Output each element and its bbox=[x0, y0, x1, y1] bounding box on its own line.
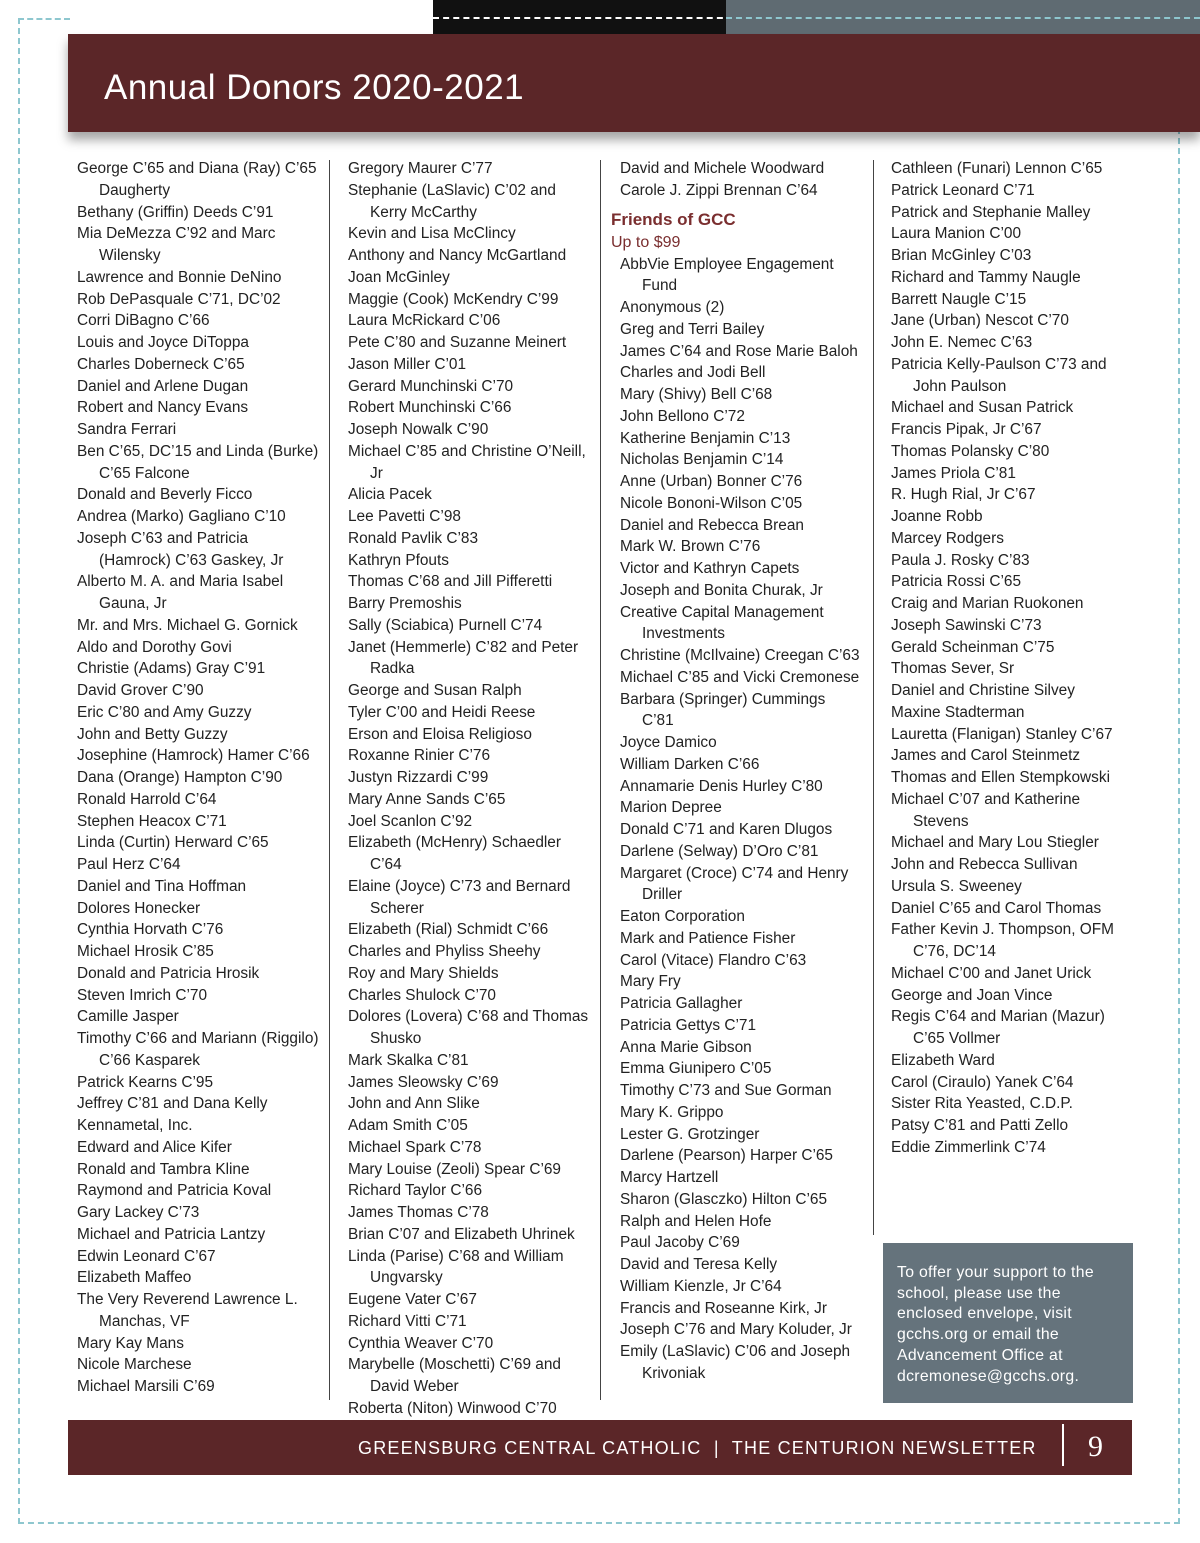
donor-entry: William Darken C’66 bbox=[620, 755, 760, 773]
donor-entry: Darlene (Pearson) Harper C’65 bbox=[620, 1147, 833, 1165]
donor-entry: Ronald and Tambra Kline bbox=[77, 1160, 250, 1178]
donor-entry: Edward and Alice Kifer bbox=[77, 1138, 232, 1156]
friends-section-heading: Friends of GCC bbox=[611, 209, 736, 229]
donor-entry: Marion Depree bbox=[620, 799, 722, 817]
donor-entry: Charles and Phyliss Sheehy bbox=[348, 943, 541, 960]
footer-text: GREENSBURG CENTRAL CATHOLIC | THE CENTURION NEWSLETTER bbox=[358, 1438, 1037, 1458]
donor-entry: Michael C’00 and Janet Urick bbox=[891, 964, 1092, 982]
donor-entry: John and Ann Slike bbox=[348, 1095, 480, 1113]
donor-entry: Richard Taylor C’66 bbox=[348, 1182, 483, 1200]
donor-entry: Roberta (Niton) Winwood C’70 bbox=[348, 1399, 557, 1417]
donor-entry: Ralph and Helen Hofe bbox=[620, 1212, 772, 1230]
donor-entry: Alicia Pacek bbox=[348, 486, 432, 504]
donor-entry: Timothy C’66 and Mariann (Riggilo) C’66 Kasparek bbox=[77, 1030, 319, 1069]
column-divider bbox=[329, 160, 330, 1400]
donor-entry: Gregory Maurer C’77 bbox=[348, 160, 493, 177]
donor-entry: Gerald Scheinman C’75 bbox=[891, 638, 1055, 656]
donor-entry: Joseph and Bonita Churak, Jr bbox=[620, 581, 823, 599]
donor-entry: AbbVie Employee Engagement Fund bbox=[620, 255, 834, 295]
donor-entry: John Bellono C’72 bbox=[620, 407, 745, 425]
donor-entry: John and Betty Guzzy bbox=[77, 725, 228, 743]
donor-entry: Elaine (Joyce) C’73 and Bernard Scherer bbox=[348, 877, 571, 917]
donor-entry: James and Carol Steinmetz bbox=[891, 747, 1081, 765]
donor-entry: Edwin Leonard C’67 bbox=[77, 1247, 216, 1265]
donor-entry: Sister Rita Yeasted, C.D.P. bbox=[891, 1095, 1073, 1113]
donor-entry: Christie (Adams) Gray C’91 bbox=[77, 660, 266, 678]
donor-entry: Creative Capital Management Investments bbox=[620, 603, 824, 643]
donor-entry: Michael and Susan Patrick bbox=[891, 399, 1074, 417]
donor-entry: Craig and Marian Ruokonen bbox=[891, 595, 1084, 612]
donor-entry: Maxine Stadterman bbox=[891, 703, 1025, 721]
donor-entry: Eaton Corporation bbox=[620, 908, 745, 925]
donor-entry: Carole J. Zippi Brennan C’64 bbox=[620, 181, 818, 199]
donor-entry: Patricia Kelly-Paulson C’73 and John Paulson bbox=[891, 355, 1107, 395]
donor-entry: James Sleowsky C’69 bbox=[348, 1073, 499, 1091]
donor-entry: The Very Reverend Lawrence L. Manchas, VF bbox=[77, 1291, 298, 1330]
donor-entry: Eric C’80 and Amy Guzzy bbox=[77, 703, 252, 721]
donor-entry: Patricia Rossi C’65 bbox=[891, 573, 1022, 591]
support-callout: To offer your support to the school, please use the enclosed envelope, visit gcchs.org or email the Advancement Office at dcremonese@gcchs.org. bbox=[883, 1243, 1133, 1403]
donor-entry: Patrick Leonard C’71 bbox=[891, 181, 1035, 199]
donor-entry: Nicholas Benjamin C’14 bbox=[620, 451, 784, 469]
donor-entry: Cynthia Weaver C’70 bbox=[348, 1334, 494, 1352]
donor-entry: Katherine Benjamin C’13 bbox=[620, 429, 791, 447]
donor-entry: Marybelle (Moschetti) C’69 and David Weber bbox=[348, 1356, 561, 1395]
donor-entry: Regis C’64 and Marian (Mazur) C’65 Vollmer bbox=[891, 1008, 1105, 1047]
donor-entry: Michael Hrosik C’85 bbox=[77, 943, 214, 960]
donor-entry: Joseph C’63 and Patricia (Hamrock) C’63 Gaskey, Jr bbox=[77, 529, 284, 569]
donor-entry: Francis Pipak, Jr C’67 bbox=[891, 421, 1042, 438]
decorative-black-tab bbox=[433, 0, 733, 34]
donor-entry: Dolores (Lovera) C’68 and Thomas Shusko bbox=[348, 1008, 589, 1047]
column-divider bbox=[600, 160, 601, 1400]
donor-entry: Marcey Rodgers bbox=[891, 529, 1004, 547]
donor-entry: Patrick Kearns C’95 bbox=[77, 1073, 214, 1091]
donor-entry: Kennametal, Inc. bbox=[77, 1117, 193, 1134]
donor-entry: Brian C’07 and Elizabeth Uhrinek bbox=[348, 1225, 575, 1243]
donor-entry: Thomas C’68 and Jill Pifferetti bbox=[348, 573, 553, 591]
donor-entry: Cathleen (Funari) Lennon C’65 bbox=[891, 160, 1103, 177]
donor-entry: Daniel and Rebecca Brean bbox=[620, 516, 804, 534]
donor-entry: Joanne Robb bbox=[891, 508, 983, 525]
donor-entry: Victor and Kathryn Capets bbox=[620, 560, 800, 577]
donor-entry: Mark W. Brown C’76 bbox=[620, 538, 761, 556]
donor-entry: James Thomas C’78 bbox=[348, 1204, 489, 1221]
donor-entry: Brian McGinley C’03 bbox=[891, 247, 1032, 264]
donor-entry: John E. Nemec C’63 bbox=[891, 334, 1033, 351]
donor-entry: Mia DeMezza C’92 and Marc Wilensky bbox=[77, 225, 276, 264]
donor-entry: Paul Herz C’64 bbox=[77, 856, 181, 873]
donor-entry: Elizabeth (McHenry) Schaedler C’64 bbox=[348, 834, 561, 873]
donor-entry: Paul Jacoby C’69 bbox=[620, 1234, 740, 1252]
donor-entry: Aldo and Dorothy Govi bbox=[77, 638, 232, 656]
donor-entry: Stephen Heacox C’71 bbox=[77, 812, 227, 830]
donor-entry: Ronald Pavlik C’83 bbox=[348, 529, 479, 547]
donor-entry: Kevin and Lisa McClincy bbox=[348, 225, 516, 243]
donor-entry: Barry Premoshis bbox=[348, 595, 462, 612]
page-title: Annual Donors 2020-2021 bbox=[104, 68, 525, 107]
donor-entry: Michael Marsili C’69 bbox=[77, 1378, 215, 1395]
donor-entry: Steven Imrich C’70 bbox=[77, 986, 208, 1004]
donor-entry: William Kienzle, Jr C’64 bbox=[620, 1277, 782, 1295]
donor-entry: Carol (Vitace) Flandro C’63 bbox=[620, 951, 807, 969]
donor-entry: Patrick and Stephanie Malley bbox=[891, 203, 1091, 221]
donor-entry: George C’65 and Diana (Ray) C’65 Daugherty bbox=[77, 160, 317, 199]
donor-entry: Laura McRickard C’06 bbox=[348, 312, 501, 330]
donor-entry: Anne (Urban) Bonner C’76 bbox=[620, 473, 803, 490]
donor-entry: Lester G. Grotzinger bbox=[620, 1125, 760, 1143]
donor-entry: Mark and Patience Fisher bbox=[620, 929, 796, 947]
donor-entry: Jason Miller C’01 bbox=[348, 355, 467, 373]
donor-entry: Michael C’85 and Vicki Cremonese bbox=[620, 668, 860, 686]
donor-entry: Thomas Sever, Sr bbox=[891, 660, 1015, 678]
donor-entry: Michael Spark C’78 bbox=[348, 1138, 482, 1156]
donor-entry: Mary Kay Mans bbox=[77, 1334, 184, 1352]
donor-entry: David and Michele Woodward bbox=[620, 160, 825, 177]
donor-entry: Kathryn Pfouts bbox=[348, 551, 449, 569]
donor-entry: Patsy C’81 and Patti Zello bbox=[891, 1117, 1069, 1134]
donor-column-3 bbox=[611, 158, 861, 1385]
donor-entry: George and Joan Vince bbox=[891, 986, 1053, 1004]
donor-entry: Mary Louise (Zeoli) Spear C’69 bbox=[348, 1160, 561, 1178]
donor-entry: Erson and Eloisa Religioso bbox=[348, 725, 532, 743]
donor-entry: Sharon (Glasczko) Hilton C’65 bbox=[620, 1190, 827, 1208]
donor-entry: Jeffrey C’81 and Dana Kelly bbox=[77, 1095, 268, 1113]
donor-entry: Ursula S. Sweeney bbox=[891, 877, 1022, 895]
donor-entry: Michael and Patricia Lantzy bbox=[77, 1225, 266, 1243]
donor-entry: Timothy C’73 and Sue Gorman bbox=[620, 1082, 832, 1099]
donor-entry: Darlene (Selway) D’Oro C’81 bbox=[620, 842, 819, 860]
donor-entry: Joseph C’76 and Mary Koluder, Jr bbox=[620, 1321, 852, 1339]
donor-entry: Francis and Roseanne Kirk, Jr bbox=[620, 1299, 828, 1317]
donor-entry: Pete C’80 and Suzanne Meinert bbox=[348, 334, 567, 351]
donor-entry: Camille Jasper bbox=[77, 1008, 179, 1026]
donor-entry: Eddie Zimmerlink C’74 bbox=[891, 1138, 1046, 1156]
donor-entry: Carol (Ciraulo) Yanek C’64 bbox=[891, 1073, 1074, 1091]
donor-column-2 bbox=[348, 158, 596, 1420]
donor-entry: Thomas and Ellen Stempkowski bbox=[891, 769, 1110, 786]
donor-entry: Charles Shulock C’70 bbox=[348, 986, 496, 1004]
donor-entry: Robert and Nancy Evans bbox=[77, 399, 249, 417]
donor-entry: Richard and Tammy Naugle bbox=[891, 268, 1081, 286]
donor-entry: David and Teresa Kelly bbox=[620, 1256, 778, 1273]
donor-entry: Roy and Mary Shields bbox=[348, 964, 499, 982]
donor-entry: Dana (Orange) Hampton C’90 bbox=[77, 769, 283, 786]
donor-entry: Daniel C’65 and Carol Thomas bbox=[891, 899, 1102, 917]
donor-entry: Joan McGinley bbox=[348, 268, 450, 286]
donor-entry: Mary K. Grippo bbox=[620, 1103, 724, 1121]
donor-entry: Tyler C’00 and Heidi Reese bbox=[348, 703, 536, 721]
donor-entry: Elizabeth Maffeo bbox=[77, 1269, 192, 1287]
donor-entry: Jane (Urban) Nescot C’70 bbox=[891, 312, 1069, 330]
donor-entry: Michael and Mary Lou Stiegler bbox=[891, 834, 1099, 852]
donor-entry: Daniel and Christine Silvey bbox=[891, 682, 1075, 699]
donor-entry: Daniel and Arlene Dugan bbox=[77, 377, 249, 395]
donor-entry: Ben C’65, DC’15 and Linda (Burke) C’65 Falcone bbox=[77, 442, 319, 482]
donor-entry: Thomas Polansky C’80 bbox=[891, 442, 1050, 460]
donor-entry: Josephine (Hamrock) Hamer C’66 bbox=[77, 747, 310, 765]
donor-entry: Mr. and Mrs. Michael G. Gornick bbox=[77, 616, 298, 634]
donor-entry: Anthony and Nancy McGartland bbox=[348, 247, 567, 264]
donor-entry: Alberto M. A. and Maria Isabel Gauna, Jr bbox=[77, 573, 284, 612]
friends-section-subheading: Up to $99 bbox=[611, 233, 681, 251]
donor-entry: Charles and Jodi Bell bbox=[620, 364, 766, 382]
donor-column-1 bbox=[77, 158, 323, 1398]
donor-entry: Daniel and Tina Hoffman bbox=[77, 877, 247, 895]
donor-entry: Father Kevin J. Thompson, OFM C’76, DC’14 bbox=[891, 921, 1114, 960]
donor-entry: Lawrence and Bonnie DeNino bbox=[77, 268, 282, 286]
donor-entry: Elizabeth Ward bbox=[891, 1051, 995, 1069]
donor-entry: Richard Vitti C’71 bbox=[348, 1312, 467, 1330]
donor-entry: Justyn Rizzardi C’99 bbox=[348, 769, 489, 786]
donor-entry: Mary Anne Sands C’65 bbox=[348, 790, 506, 808]
donor-entry: Elizabeth (Rial) Schmidt C’66 bbox=[348, 921, 549, 939]
donor-entry: John and Rebecca Sullivan bbox=[891, 856, 1078, 873]
donor-entry: Linda (Curtin) Herward C’65 bbox=[77, 834, 269, 852]
donor-entry: Bethany (Griffin) Deeds C’91 bbox=[77, 203, 274, 221]
column-divider bbox=[873, 160, 874, 1235]
donor-entry: Annamarie Denis Hurley C’80 bbox=[620, 777, 823, 795]
donor-entry: Margaret (Croce) C’74 and Henry Driller bbox=[620, 864, 849, 904]
donor-entry: Lauretta (Flanigan) Stanley C’67 bbox=[891, 725, 1113, 743]
donor-entry: James C’64 and Rose Marie Baloh bbox=[620, 342, 858, 360]
page-number: 9 bbox=[1088, 1430, 1103, 1463]
donor-entry: James Priola C’81 bbox=[891, 464, 1016, 482]
donor-entry: Linda (Parise) C’68 and William Ungvarsky bbox=[348, 1247, 564, 1287]
donor-entry: Emily (LaSlavic) C’06 and Joseph Krivoniak bbox=[620, 1343, 851, 1382]
donor-entry: Andrea (Marko) Gagliano C’10 bbox=[77, 508, 286, 525]
donor-entry: Louis and Joyce DiToppa bbox=[77, 334, 249, 351]
donor-entry: Barbara (Springer) Cummings C’81 bbox=[620, 690, 826, 730]
donor-entry: Paula J. Rosky C’83 bbox=[891, 551, 1030, 569]
donor-entry: Christine (McIlvaine) Creegan C’63 bbox=[620, 647, 860, 664]
donor-entry: Gerard Munchinski C’70 bbox=[348, 377, 514, 395]
donor-entry: Barrett Naugle C’15 bbox=[891, 290, 1027, 308]
donor-entry: Donald C’71 and Karen Dlugos bbox=[620, 821, 833, 838]
donor-entry: Eugene Vater C’67 bbox=[348, 1291, 477, 1308]
donor-entry: Charles Doberneck C’65 bbox=[77, 355, 245, 373]
donor-entry: Sally (Sciabica) Purnell C’74 bbox=[348, 616, 543, 634]
donor-entry: Robert Munchinski C’66 bbox=[348, 399, 512, 417]
donor-entry: Lee Pavetti C’98 bbox=[348, 508, 461, 525]
footer-divider bbox=[1062, 1424, 1064, 1466]
donor-entry: George and Susan Ralph bbox=[348, 682, 522, 699]
donor-entry: Mary (Shivy) Bell C’68 bbox=[620, 386, 773, 403]
donor-entry: Michael C’85 and Christine O’Neill, Jr bbox=[348, 442, 586, 482]
donor-entry: Michael C’07 and Katherine Stevens bbox=[891, 790, 1081, 830]
donor-entry: Dolores Honecker bbox=[77, 899, 201, 917]
donor-entry: Adam Smith C’05 bbox=[348, 1117, 468, 1134]
donor-entry: Ronald Harrold C’64 bbox=[77, 790, 217, 808]
donor-entry: Donald and Patricia Hrosik bbox=[77, 964, 260, 982]
donor-entry: Joseph Sawinski C’73 bbox=[891, 616, 1042, 634]
donor-entry: Nicole Marchese bbox=[77, 1356, 192, 1374]
donor-entry: Gary Lackey C’73 bbox=[77, 1204, 200, 1221]
donor-entry: Stephanie (LaSlavic) C’02 and Kerry McCarthy bbox=[348, 181, 556, 221]
donor-entry: Laura Manion C’00 bbox=[891, 225, 1022, 243]
donor-entry: Cynthia Horvath C’76 bbox=[77, 921, 224, 939]
donor-entry: Corri DiBagno C’66 bbox=[77, 312, 210, 330]
donor-column-4 bbox=[891, 158, 1123, 1159]
donor-entry: Patricia Gallagher bbox=[620, 995, 743, 1012]
donor-entry: David Grover C’90 bbox=[77, 682, 204, 699]
donor-entry: Emma Giunipero C’05 bbox=[620, 1060, 772, 1078]
donor-entry: Mary Fry bbox=[620, 973, 681, 991]
donor-entry: Roxanne Rinier C’76 bbox=[348, 747, 491, 765]
donor-entry: R. Hugh Rial, Jr C’67 bbox=[891, 486, 1036, 504]
donor-entry: Rob DePasquale C’71, DC’02 bbox=[77, 290, 281, 308]
donor-entry: Donald and Beverly Ficco bbox=[77, 486, 253, 504]
donor-entry: Mark Skalka C’81 bbox=[348, 1051, 469, 1069]
donor-entry: Raymond and Patricia Koval bbox=[77, 1182, 272, 1200]
donor-entry: Nicole Bononi-Wilson C’05 bbox=[620, 494, 803, 512]
donor-entry: Sandra Ferrari bbox=[77, 421, 177, 438]
donor-entry: Marcy Hartzell bbox=[620, 1169, 719, 1186]
page-dashed-border-top bbox=[18, 18, 70, 20]
donor-entry: Greg and Terri Bailey bbox=[620, 320, 765, 338]
donor-entry: Patricia Gettys C’71 bbox=[620, 1016, 756, 1034]
donor-entry: Anna Marie Gibson bbox=[620, 1038, 752, 1056]
donor-entry: Joseph Nowalk C’90 bbox=[348, 421, 489, 438]
donor-entry: Maggie (Cook) McKendry C’99 bbox=[348, 290, 559, 308]
donor-entry: Anonymous (2) bbox=[620, 299, 725, 316]
donor-entry: Joel Scanlon C’92 bbox=[348, 812, 473, 830]
donor-entry: Joyce Damico bbox=[620, 734, 717, 751]
donor-entry: Janet (Hemmerle) C’82 and Peter Radka bbox=[348, 638, 579, 678]
